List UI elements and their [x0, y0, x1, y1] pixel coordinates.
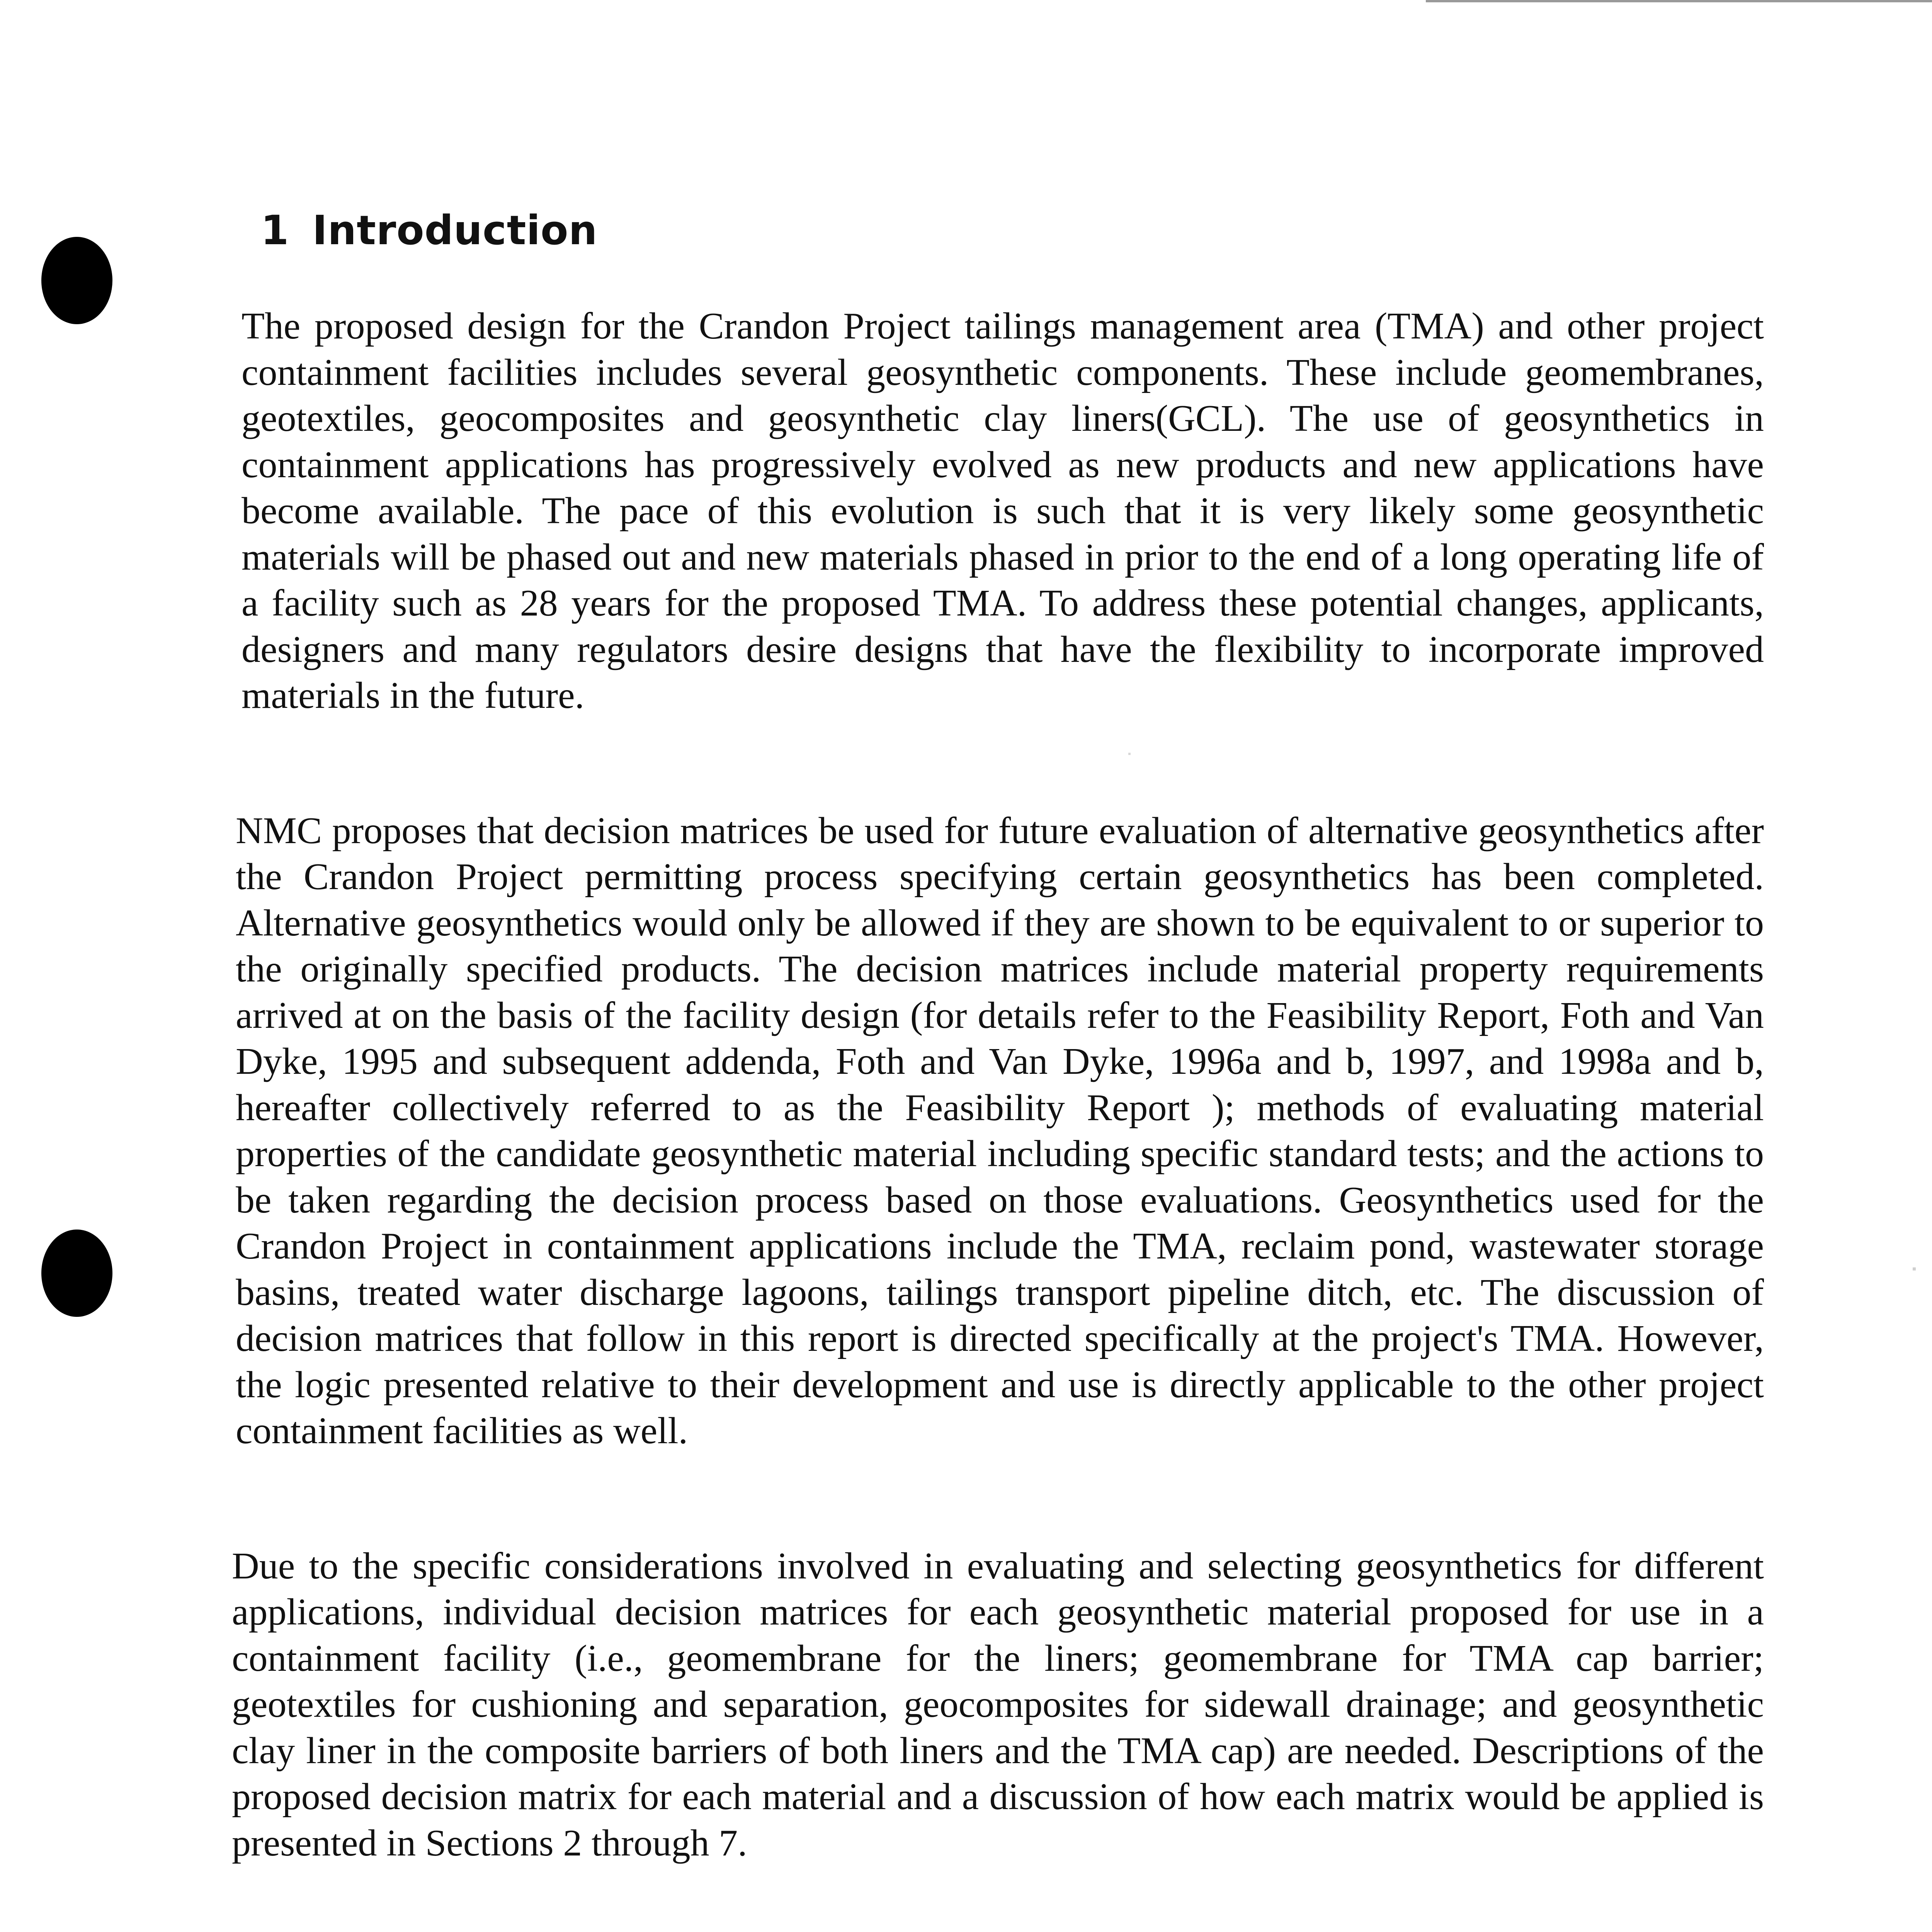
- binder-hole-top: [41, 237, 112, 324]
- paragraph-1: The proposed design for the Crandon Project tailings management area (TMA) and other project containment facilities includes several geosynthetic components. These include geomembranes, geotextiles, geocomposites and geosynthetic clay liners(GCL). The use of geosynthetics in containment applications has progressively evolved as new products and new applications have become available. The pace of this evolution is such that it is very likely some geosynthetic materials will be phased out and new materials phased in prior to the end of a long operating life of a facility such as 28 years for the proposed TMA. To address these potential changes, applicants, designers and many regulators desire designs that have the flexibility to incorporate improved materials in the future.: [242, 305, 1764, 716]
- binder-hole-middle: [41, 1230, 112, 1317]
- paragraph-3: Due to the specific considerations involved in evaluating and selecting geosynthetics for different applications, individual decision matrices for each geosynthetic material proposed for use in a containment facility (i.e., geomembrane for the liners; geomembrane for TMA cap barrier; geotextiles for cushioning and separation, geocomposites for sidewall drainage; and geosynthetic clay liner in the composite barriers of both liners and the TMA cap) are needed. Descriptions of the proposed decision matrix for each material and a discussion of how each matrix would be applied is presented in Sections 2 through 7.: [232, 1545, 1764, 1864]
- section-title: Introduction: [312, 207, 598, 254]
- top-edge-rule: [1426, 0, 1932, 2]
- paragraph-2: NMC proposes that decision matrices be used for future evaluation of alternative geosynthetics after the Crandon Project permitting process specifying certain geosynthetics has been completed. Alternative geosynthetics would only be allowed if they are shown to be equivalent to or superior to the originally specified products. The decision matrices include material property requirements arrived at on the basis of the facility design (for details refer to the Feasibility Report, Foth and Van Dyke, 1995 and subsequent addenda, Foth and Van Dyke, 1996a and b, 1997, and 1998a and b, hereafter collectively referred to as the Feasibility Report ); methods of evaluating material properties of the candidate geosynthetic material including specific standard tests; and the actions to be taken regarding the decision process based on those evaluations. Geosynthetics used for the Crandon Project in containment applications include the TMA, reclaim pond, wastewater storage basins, treated water discharge lagoons, tailings transport pipeline ditch, etc. The discussion of decision matrices that follow in this report is directed specifically at the project's TMA. However, the logic presented relative to their development and use is directly applicable to the other project containment facilities as well.: [236, 810, 1764, 1452]
- section-number: 1: [261, 207, 289, 254]
- body-text: [232, 303, 1764, 1932]
- scan-speck: [1913, 1267, 1916, 1270]
- page-title: [261, 207, 598, 254]
